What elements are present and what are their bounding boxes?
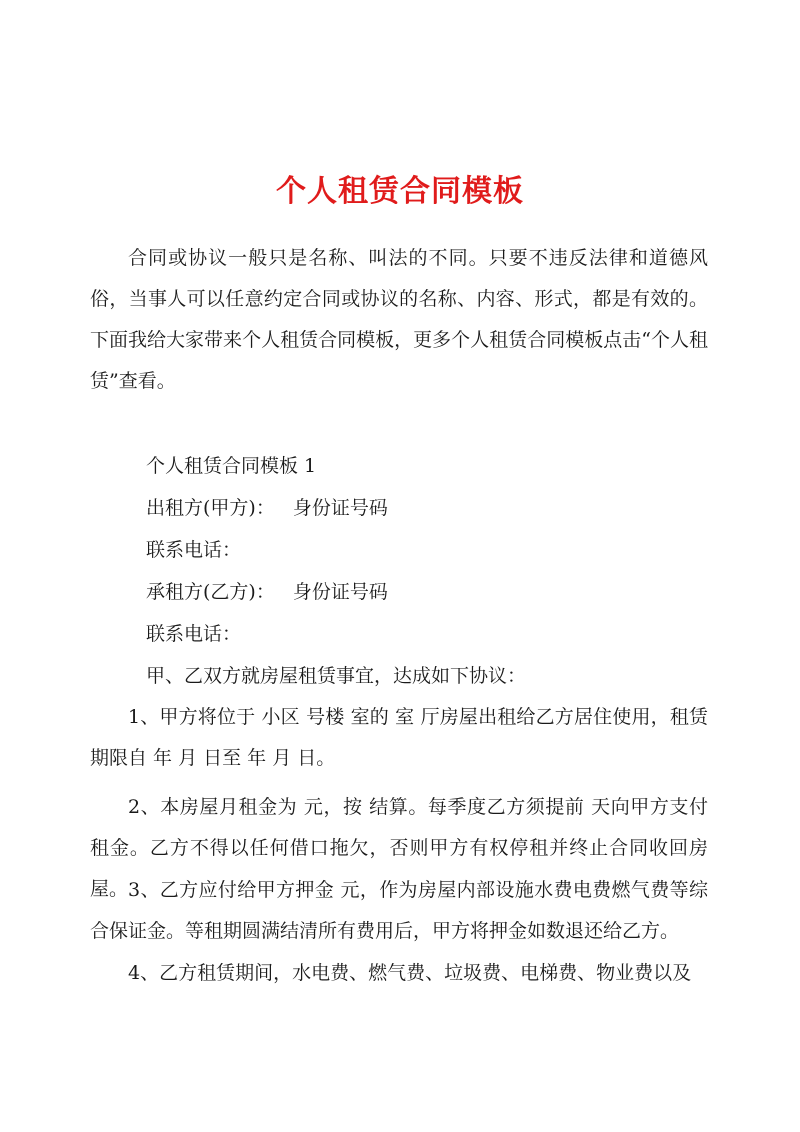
intro-paragraph: 合同或协议一般只是名称、叫法的不同。只要不违反法律和道德风俗，当事人可以任意约定合同或协议的名称、内容、形式，都是有效的。下面我给大家带来个人租赁合同模板，更多个人租赁合同模板点击“个人租赁”查看。 <box>90 247 708 392</box>
lessor-line <box>146 494 388 522</box>
clause-2: 2、本房屋月租金为 元，按 结算。每季度乙方须提前 天向甲方支付租金。乙方不得以任何借口拖欠，否则甲方有权停租并终止合同收回房屋。 <box>90 796 708 900</box>
lessor-label: 出租方(甲方)： <box>146 497 275 519</box>
lessor-id-label: 身份证号码 <box>292 497 388 519</box>
lessee-label: 承租方(乙方)： <box>146 581 275 603</box>
lessee-line <box>146 578 388 606</box>
clause-1: 1、甲方将位于 小区 号楼 室的 室 厅房屋出租给乙方居住使用，租赁期限自 年 月 日至 年 月 日。 <box>90 706 708 769</box>
clause-4: 4、乙方租赁期间，水电费、燃气费、垃圾费、电梯费、物业费以及 <box>128 962 692 984</box>
document-title: 个人租赁合同模板 <box>276 174 524 209</box>
clause-3: 3、乙方应付给甲方押金 元，作为房屋内部设施水费电费燃气费等综合保证金。等租期圆满结清所有费用后，甲方将押金如数退还给乙方。 <box>90 879 708 942</box>
lessee-phone-line: 联系电话： <box>146 623 242 645</box>
lessor-phone-line: 联系电话： <box>146 539 242 561</box>
agreement-intro: 甲、乙双方就房屋租赁事宜，达成如下协议： <box>146 665 527 687</box>
section-heading: 个人租赁合同模板 1 <box>146 455 317 477</box>
lessee-id-label: 身份证号码 <box>292 581 388 603</box>
